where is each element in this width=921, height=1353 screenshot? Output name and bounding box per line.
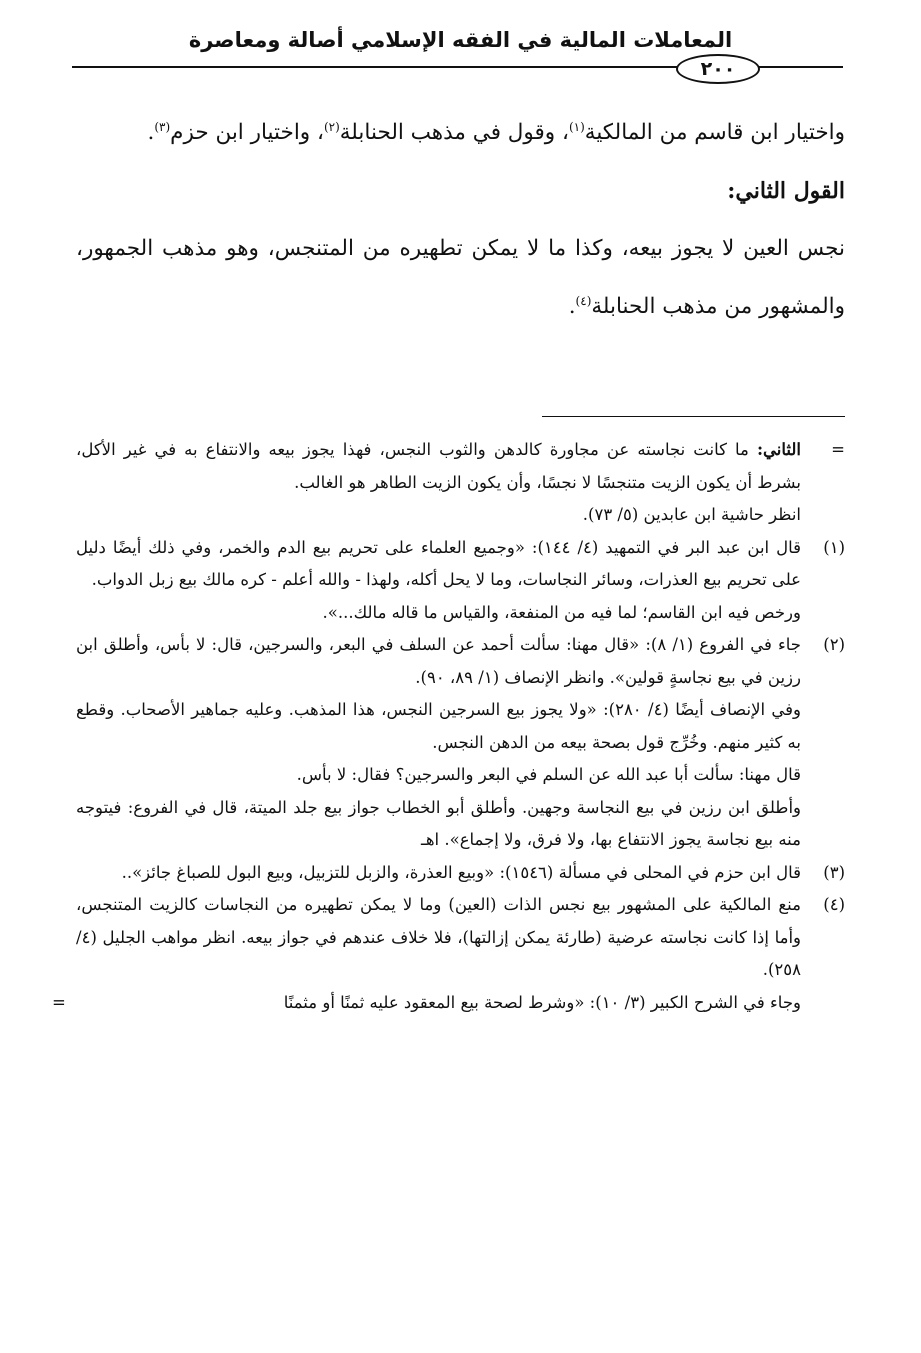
main-text bbox=[76, 104, 845, 336]
footnote-ref-4[interactable]: (٤) bbox=[575, 293, 592, 308]
footnote-4 bbox=[52, 889, 845, 1019]
footnote-2 bbox=[76, 629, 845, 857]
paragraph-1-text-b: ، وقول في مذهب الحنابلة bbox=[339, 120, 569, 145]
footnote-ref-1[interactable]: (١) bbox=[568, 119, 585, 134]
footnote-1-marker: (١) bbox=[823, 537, 845, 557]
footnote-4-marker: (٤) bbox=[823, 895, 845, 914]
footnote-1-para-1: قال ابن عبد البر في التمهيد (٤/ ١٤٤): «وجميع العلماء على تحريم بيع الدم والخمر، وفي ذلك أيضًا دليل على تحريم بيع العذرات، وسائر النجاسات، وما لا يحل أكله، ولهذا - والله أعلم - كره مالك بيع زبل الدواب. bbox=[76, 537, 801, 589]
footnote-ref-3[interactable]: (٣) bbox=[154, 119, 171, 134]
paragraph-2 bbox=[76, 220, 845, 336]
footnote-1 bbox=[76, 532, 845, 630]
footnote-1-para-2: ورخص فيه ابن القاسم؛ لما فيه من المنفعة، والقياس ما قاله مالك...». bbox=[322, 602, 801, 622]
continuation-reference: انظر حاشية ابن عابدين (٥/ ٧٣). bbox=[582, 505, 801, 524]
footnote-separator bbox=[542, 416, 845, 417]
footnote-3 bbox=[76, 857, 845, 890]
footnote-4-para-2-text: وجاء في الشرح الكبير (٣/ ١٠): «وشرط لصحة بيع المعقود عليه ثمنًا أو مثمنًا bbox=[283, 992, 801, 1012]
footnote-4-para-1: منع المالكية على المشهور بيع نجس الذات (العين) وما لا يمكن تطهيره من النجاسات كالزيت المتنجس، وأما إذا كانت نجاسته عرضية (طارئة يمكن إزالتها)، فلا خلاف عندهم في جواز بيعه. انظر مواهب الجليل (٤/ ٢٥٨). bbox=[76, 895, 801, 979]
paragraph-1-text-c: ، واختيار ابن حزم bbox=[170, 120, 324, 145]
continuation-label: الثاني: bbox=[756, 440, 801, 459]
footnote-2-para-4: وأطلق ابن رزين في بيع النجاسة وجهين. وأطلق أبو الخطاب جواز بيع جلد الميتة، قال في الفروع: فيتوجه منه بيع نجاسة يجوز الانتفاع بها، ولا فرق، ولا إجماع». اهـ bbox=[76, 797, 801, 849]
paragraph-2-text-b: . bbox=[568, 294, 576, 319]
paragraph-1-text-a: واختيار ابن قاسم من المالكية bbox=[584, 120, 845, 145]
footnote-3-para-1: قال ابن حزم في المحلى في مسألة (١٥٤٦): «وبيع العذرة، والزبل للتزبيل، وبيع البول للصباغ جائز».. bbox=[121, 862, 801, 882]
page-number: ٢٠٠ bbox=[676, 54, 760, 84]
footnote-continuation-text bbox=[76, 434, 801, 499]
paragraph-1 bbox=[76, 104, 845, 162]
footnote-continuation bbox=[76, 434, 845, 532]
footnote-2-para-2: وفي الإنصاف أيضًا (٤/ ٢٨٠): «ولا يجوز بيع السرجين النجس، هذا المذهب. وعليه جماهير الأصحاب. وقطع به كثير منهم. وخُرِّج قول بصحة بيعه من الدهن النجس. bbox=[76, 700, 801, 752]
paragraph-2-text-a: نجس العين لا يجوز بيعه، وكذا ما لا يمكن تطهيره من المتنجس، وهو مذهب الجمهور، والمشهور من مذهب الحنابلة bbox=[76, 236, 845, 319]
running-header-title: المعاملات المالية في الفقه الإسلامي أصالة ومعاصرة bbox=[188, 28, 733, 52]
continuation-marker: = bbox=[831, 440, 845, 459]
footnote-2-para-3: قال مهنا: سألت أبا عبد الله عن السلم في البعر والسرجين؟ فقال: لا بأس. bbox=[296, 765, 801, 784]
footnote-continues-marker: = bbox=[52, 992, 66, 1012]
footnote-2-marker: (٢) bbox=[823, 635, 845, 654]
footnotes bbox=[52, 434, 845, 1019]
continuation-body: ما كانت نجاسته عن مجاورة كالدهن والثوب النجس، فهذا يجوز بيعه والانتفاع به في غير الأكل، بشرط أن يكون الزيت متنجسًا لا نجسًا، وأن يكون الزيت الطاهر هو الغالب. bbox=[76, 440, 801, 492]
paragraph-1-text-d: . bbox=[147, 120, 155, 145]
footnote-4-para-2 bbox=[52, 987, 801, 1020]
footnote-ref-2[interactable]: (٢) bbox=[323, 119, 340, 134]
section-heading: القول الثاني: bbox=[727, 178, 845, 204]
footnote-3-marker: (٣) bbox=[823, 862, 845, 882]
footnote-2-para-1: جاء في الفروع (١/ ٨): «قال مهنا: سألت أحمد عن السلف في البعر، والسرجين، قال: لا بأس، وأطلق ابن رزين في بيع نجاسةٍ قولين». وانظر الإنصاف (١/ ٨٩، ٩٠). bbox=[76, 635, 801, 687]
